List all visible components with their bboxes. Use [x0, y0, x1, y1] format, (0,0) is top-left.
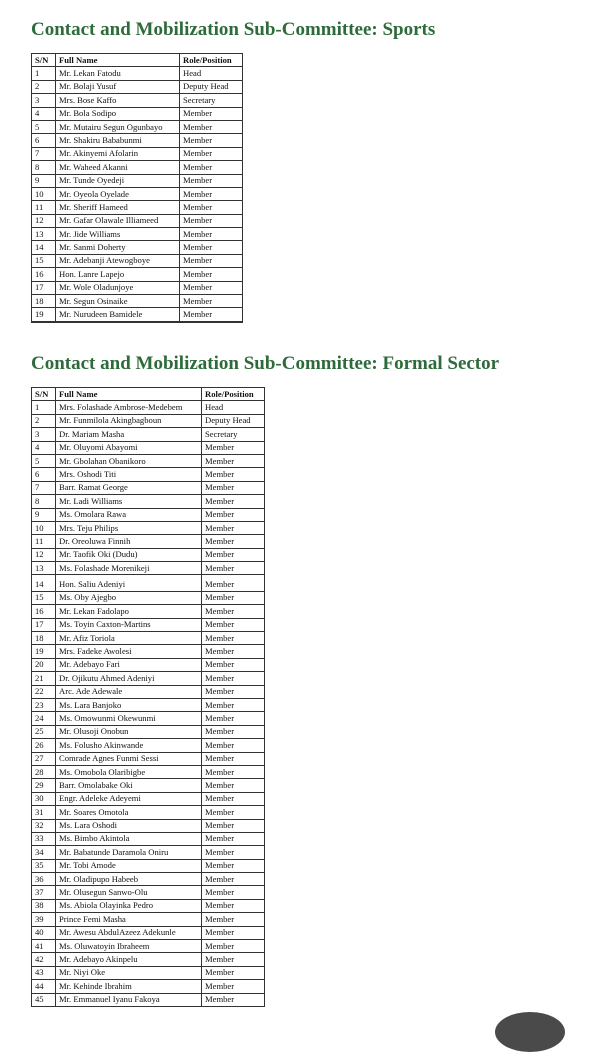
- table-row: [32, 685, 265, 698]
- cell-role: Member: [202, 591, 265, 604]
- cell-full-name: Mr. Bola Sodipo: [56, 107, 180, 120]
- table-header-row: [32, 388, 265, 401]
- cell-role: Member: [180, 147, 243, 160]
- cell-sn: 9: [32, 174, 56, 187]
- table-row: [32, 966, 265, 979]
- column-header-role: Role/Position: [180, 54, 243, 67]
- cell-full-name: Mr. Awesu AbdulAzeez Adekunle: [56, 926, 202, 939]
- table-row: [32, 672, 265, 685]
- cell-sn: 18: [32, 295, 56, 308]
- cell-sn: 17: [32, 618, 56, 631]
- cell-sn: 35: [32, 859, 56, 872]
- table-row: [32, 187, 243, 200]
- cell-role: Member: [202, 806, 265, 819]
- cell-role: Secretary: [202, 428, 265, 441]
- cell-sn: 32: [32, 819, 56, 832]
- cell-full-name: Mr. Oluyomi Abayomi: [56, 441, 202, 454]
- cell-role: Member: [202, 859, 265, 872]
- cell-sn: 44: [32, 980, 56, 993]
- cell-full-name: Dr. Ojikutu Ahmed Adeniyi: [56, 672, 202, 685]
- table-row: [32, 134, 243, 147]
- cell-role: Member: [180, 174, 243, 187]
- cell-sn: 12: [32, 548, 56, 561]
- cell-full-name: Mr. Olusoji Onobun: [56, 725, 202, 738]
- table-row: [32, 481, 265, 494]
- cell-full-name: Ms. Folashade Morenikeji: [56, 562, 202, 575]
- cell-full-name: Mrs. Oshodi Titi: [56, 468, 202, 481]
- cell-sn: 29: [32, 779, 56, 792]
- cell-sn: 13: [32, 562, 56, 575]
- cell-role: Member: [180, 134, 243, 147]
- table-row: [32, 926, 265, 939]
- cell-role: Member: [202, 819, 265, 832]
- cell-full-name: Barr. Ramat George: [56, 481, 202, 494]
- cell-full-name: Arc. Ade Adewale: [56, 685, 202, 698]
- cell-role: Member: [180, 308, 243, 322]
- cell-sn: 13: [32, 228, 56, 241]
- table-row: [32, 792, 265, 805]
- cell-sn: 19: [32, 308, 56, 322]
- table-row: [32, 806, 265, 819]
- cell-sn: 39: [32, 913, 56, 926]
- cell-sn: 20: [32, 658, 56, 671]
- cell-role: Member: [202, 779, 265, 792]
- table-row: [32, 752, 265, 765]
- cell-full-name: Mr. Adebayo Fari: [56, 658, 202, 671]
- cell-role: Member: [202, 846, 265, 859]
- cell-role: Member: [202, 926, 265, 939]
- table-body: [32, 67, 243, 322]
- cell-full-name: Mr. Tunde Oyedeji: [56, 174, 180, 187]
- cell-full-name: Ms. Toyin Caxton-Martins: [56, 618, 202, 631]
- table-row: [32, 308, 243, 322]
- table-row: [32, 873, 265, 886]
- cell-full-name: Mr. Adebanji Atewogboye: [56, 254, 180, 267]
- table-row: [32, 268, 243, 281]
- table-row: [32, 725, 265, 738]
- cell-role: Member: [202, 454, 265, 467]
- cell-role: Member: [180, 295, 243, 308]
- table-row: [32, 993, 265, 1006]
- column-header-sn: S/N: [32, 54, 56, 67]
- cell-role: Deputy Head: [180, 80, 243, 93]
- cell-role: Member: [202, 495, 265, 508]
- cell-role: Deputy Head: [202, 414, 265, 427]
- cell-sn: 23: [32, 698, 56, 711]
- cell-sn: 2: [32, 414, 56, 427]
- cell-sn: 1: [32, 67, 56, 80]
- cell-full-name: Mr. Shakiru Bababunmi: [56, 134, 180, 147]
- cell-role: Member: [202, 632, 265, 645]
- cell-full-name: Mr. Adebayo Akinpelu: [56, 953, 202, 966]
- cell-sn: 16: [32, 605, 56, 618]
- table-row: [32, 80, 243, 93]
- cell-full-name: Engr. Adeleke Adeyemi: [56, 792, 202, 805]
- cell-full-name: Mrs. Bose Kaffo: [56, 94, 180, 107]
- table-row: [32, 698, 265, 711]
- cell-sn: 6: [32, 468, 56, 481]
- table-row: [32, 147, 243, 160]
- cell-sn: 7: [32, 147, 56, 160]
- sports-section: [31, 16, 435, 323]
- cell-sn: 43: [32, 966, 56, 979]
- cell-sn: 6: [32, 134, 56, 147]
- cell-sn: 8: [32, 161, 56, 174]
- cell-sn: 25: [32, 725, 56, 738]
- column-header-sn: S/N: [32, 388, 56, 401]
- cell-role: Member: [180, 161, 243, 174]
- table-row: [32, 886, 265, 899]
- cell-full-name: Hon. Saliu Adeniyi: [56, 575, 202, 591]
- cell-full-name: Ms. Omowunmi Okewunmi: [56, 712, 202, 725]
- cell-role: Head: [180, 67, 243, 80]
- cell-role: Member: [202, 873, 265, 886]
- cell-sn: 12: [32, 214, 56, 227]
- cell-sn: 14: [32, 241, 56, 254]
- cell-role: Member: [202, 645, 265, 658]
- section-title: Contact and Mobilization Sub-Committee: Sports: [31, 19, 436, 40]
- cell-sn: 27: [32, 752, 56, 765]
- cell-full-name: Mr. Mutairu Segun Ogunbayo: [56, 120, 180, 133]
- cell-role: Member: [202, 685, 265, 698]
- table-row: [32, 214, 243, 227]
- cell-role: Member: [202, 913, 265, 926]
- cell-sn: 5: [32, 454, 56, 467]
- cell-sn: 31: [32, 806, 56, 819]
- cell-role: Member: [202, 562, 265, 575]
- cell-role: Member: [180, 281, 243, 294]
- cell-role: Member: [202, 725, 265, 738]
- cell-sn: 9: [32, 508, 56, 521]
- cell-sn: 45: [32, 993, 56, 1006]
- cell-role: Member: [180, 120, 243, 133]
- cell-role: Member: [180, 241, 243, 254]
- cell-full-name: Mr. Oladipupo Habeeb: [56, 873, 202, 886]
- cell-role: Member: [202, 605, 265, 618]
- cell-full-name: Mrs. Teju Philips: [56, 521, 202, 534]
- cell-sn: 21: [32, 672, 56, 685]
- cell-role: Member: [180, 201, 243, 214]
- column-header-full-name: Full Name: [56, 388, 202, 401]
- table-row: [32, 562, 265, 575]
- table-row: [32, 441, 265, 454]
- cell-sn: 34: [32, 846, 56, 859]
- cell-full-name: Ms. Oby Ajegbo: [56, 591, 202, 604]
- table-row: [32, 468, 265, 481]
- cell-role: Member: [202, 953, 265, 966]
- cell-role: Member: [202, 899, 265, 912]
- cell-full-name: Mr. Wole Oladunjoye: [56, 281, 180, 294]
- table-row: [32, 940, 265, 953]
- cell-role: Member: [202, 618, 265, 631]
- cell-sn: 3: [32, 428, 56, 441]
- table-row: [32, 228, 243, 241]
- cell-sn: 37: [32, 886, 56, 899]
- table-row: [32, 846, 265, 859]
- cell-role: Member: [202, 712, 265, 725]
- cell-full-name: Mrs. Folashade Ambrose-Medebem: [56, 401, 202, 414]
- cell-sn: 42: [32, 953, 56, 966]
- table-row: [32, 645, 265, 658]
- cell-full-name: Mr. Afiz Toriola: [56, 632, 202, 645]
- cell-full-name: Mr. Olusegun Sanwo-Olu: [56, 886, 202, 899]
- cell-full-name: Ms. Omolara Rawa: [56, 508, 202, 521]
- table-row: [32, 712, 265, 725]
- table-row: [32, 120, 243, 133]
- cell-full-name: Mr. Kehinde Ibrahim: [56, 980, 202, 993]
- cell-sn: 30: [32, 792, 56, 805]
- cell-full-name: Dr. Oreoluwa Finnih: [56, 535, 202, 548]
- cell-full-name: Mr. Babatunde Daramola Oniru: [56, 846, 202, 859]
- table-row: [32, 548, 265, 561]
- table-row: [32, 765, 265, 778]
- cell-full-name: Prince Femi Masha: [56, 913, 202, 926]
- cell-full-name: Mr. Akinyemi Afolarin: [56, 147, 180, 160]
- cell-full-name: Mr. Sanmi Doherty: [56, 241, 180, 254]
- cell-sn: 40: [32, 926, 56, 939]
- cell-full-name: Mr. Bolaji Yusuf: [56, 80, 180, 93]
- table-row: [32, 953, 265, 966]
- cell-role: Member: [202, 508, 265, 521]
- table-row: [32, 94, 243, 107]
- cell-sn: 24: [32, 712, 56, 725]
- cell-role: Member: [202, 535, 265, 548]
- cell-role: Member: [202, 966, 265, 979]
- table-row: [32, 281, 243, 294]
- cell-role: Member: [202, 752, 265, 765]
- table-row: [32, 241, 243, 254]
- cell-role: Member: [202, 658, 265, 671]
- cell-sn: 1: [32, 401, 56, 414]
- table-row: [32, 591, 265, 604]
- cell-full-name: Mr. Waheed Akanni: [56, 161, 180, 174]
- table-row: [32, 980, 265, 993]
- cell-sn: 22: [32, 685, 56, 698]
- cell-full-name: Ms. Lara Oshodi: [56, 819, 202, 832]
- table-row: [32, 521, 265, 534]
- column-header-full-name: Full Name: [56, 54, 180, 67]
- cell-sn: 33: [32, 832, 56, 845]
- column-header-role: Role/Position: [202, 388, 265, 401]
- table-row: [32, 67, 243, 80]
- cell-sn: 11: [32, 535, 56, 548]
- formal-sector-section: [31, 350, 499, 1007]
- cell-full-name: Mr. Taofik Oki (Dudu): [56, 548, 202, 561]
- cell-full-name: Mr. Soares Omotola: [56, 806, 202, 819]
- cell-sn: 4: [32, 107, 56, 120]
- cell-full-name: Mr. Gafar Olawale Illiameed: [56, 214, 180, 227]
- cell-full-name: Ms. Bimbo Akintola: [56, 832, 202, 845]
- cell-sn: 36: [32, 873, 56, 886]
- cell-sn: 10: [32, 187, 56, 200]
- table-row: [32, 618, 265, 631]
- cell-role: Member: [202, 575, 265, 591]
- cell-role: Member: [202, 886, 265, 899]
- cell-full-name: Mr. Oyeola Oyelade: [56, 187, 180, 200]
- section-title: Contact and Mobilization Sub-Committee: Formal Sector: [31, 353, 500, 374]
- cell-sn: 41: [32, 940, 56, 953]
- cell-full-name: Mr. Niyi Oke: [56, 966, 202, 979]
- cell-sn: 16: [32, 268, 56, 281]
- cell-full-name: Ms. Omobola Olaribigbe: [56, 765, 202, 778]
- table-row: [32, 161, 243, 174]
- cell-sn: 4: [32, 441, 56, 454]
- cell-full-name: Mrs. Fadeke Awolesi: [56, 645, 202, 658]
- cell-full-name: Mr. Nurudeen Bamidele: [56, 308, 180, 322]
- cell-full-name: Comrade Agnes Funmi Sessi: [56, 752, 202, 765]
- cell-role: Member: [202, 993, 265, 1006]
- table-row: [32, 575, 265, 591]
- table-row: [32, 632, 265, 645]
- table-row: [32, 913, 265, 926]
- cell-full-name: Mr. Sheriff Hameed: [56, 201, 180, 214]
- table-row: [32, 535, 265, 548]
- cell-full-name: Ms. Oluwatoyin Ibraheem: [56, 940, 202, 953]
- cell-role: Member: [202, 765, 265, 778]
- cell-role: Member: [202, 481, 265, 494]
- table-row: [32, 414, 265, 427]
- cell-full-name: Hon. Lanre Lapejo: [56, 268, 180, 281]
- table-row: [32, 832, 265, 845]
- table-row: [32, 658, 265, 671]
- cell-role: Member: [202, 792, 265, 805]
- table-header-row: [32, 54, 243, 67]
- cell-full-name: Mr. Lekan Fatodu: [56, 67, 180, 80]
- table-row: [32, 295, 243, 308]
- cell-role: Member: [202, 548, 265, 561]
- sports-members-table: [31, 53, 243, 323]
- table-body: [32, 401, 265, 1007]
- cell-sn: 11: [32, 201, 56, 214]
- cell-sn: 15: [32, 591, 56, 604]
- cell-full-name: Mr. Jide Williams: [56, 228, 180, 241]
- cell-role: Head: [202, 401, 265, 414]
- cell-sn: 5: [32, 120, 56, 133]
- cell-sn: 8: [32, 495, 56, 508]
- table-row: [32, 174, 243, 187]
- cell-role: Member: [180, 187, 243, 200]
- table-row: [32, 779, 265, 792]
- table-row: [32, 401, 265, 414]
- table-row: [32, 201, 243, 214]
- table-row: [32, 428, 265, 441]
- cell-full-name: Dr. Mariam Masha: [56, 428, 202, 441]
- table-row: [32, 605, 265, 618]
- cell-role: Member: [202, 940, 265, 953]
- cell-sn: 38: [32, 899, 56, 912]
- cell-role: Member: [180, 107, 243, 120]
- floating-action-button[interactable]: [495, 1012, 565, 1052]
- cell-role: Member: [202, 832, 265, 845]
- cell-full-name: Mr. Ladi Williams: [56, 495, 202, 508]
- cell-full-name: Barr. Omolabake Oki: [56, 779, 202, 792]
- cell-sn: 14: [32, 575, 56, 591]
- cell-sn: 19: [32, 645, 56, 658]
- cell-full-name: Mr. Gbolahan Obanikoro: [56, 454, 202, 467]
- cell-role: Member: [180, 228, 243, 241]
- cell-role: Member: [202, 698, 265, 711]
- cell-role: Member: [180, 214, 243, 227]
- cell-full-name: Ms. Lara Banjoko: [56, 698, 202, 711]
- formal-sector-members-table: [31, 387, 265, 1007]
- cell-role: Member: [202, 521, 265, 534]
- cell-role: Member: [202, 739, 265, 752]
- cell-full-name: Mr. Tobi Amode: [56, 859, 202, 872]
- cell-full-name: Ms. Folusho Akinwande: [56, 739, 202, 752]
- cell-sn: 28: [32, 765, 56, 778]
- table-row: [32, 254, 243, 267]
- cell-sn: 7: [32, 481, 56, 494]
- cell-role: Member: [202, 441, 265, 454]
- cell-sn: 26: [32, 739, 56, 752]
- cell-sn: 15: [32, 254, 56, 267]
- table-row: [32, 508, 265, 521]
- cell-full-name: Mr. Lekan Fadolapo: [56, 605, 202, 618]
- table-row: [32, 107, 243, 120]
- cell-role: Member: [202, 980, 265, 993]
- cell-sn: 10: [32, 521, 56, 534]
- table-row: [32, 819, 265, 832]
- table-row: [32, 739, 265, 752]
- cell-role: Member: [180, 254, 243, 267]
- table-row: [32, 859, 265, 872]
- cell-full-name: Mr. Emmanuel Iyanu Fakoya: [56, 993, 202, 1006]
- cell-sn: 3: [32, 94, 56, 107]
- table-row: [32, 899, 265, 912]
- cell-role: Secretary: [180, 94, 243, 107]
- cell-full-name: Ms. Abiola Olayinka Pedro: [56, 899, 202, 912]
- cell-role: Member: [202, 468, 265, 481]
- cell-full-name: Mr. Funmilola Akingbagboun: [56, 414, 202, 427]
- cell-sn: 2: [32, 80, 56, 93]
- cell-full-name: Mr. Segun Osinaike: [56, 295, 180, 308]
- cell-sn: 17: [32, 281, 56, 294]
- table-row: [32, 495, 265, 508]
- cell-role: Member: [180, 268, 243, 281]
- cell-sn: 18: [32, 632, 56, 645]
- cell-role: Member: [202, 672, 265, 685]
- table-row: [32, 454, 265, 467]
